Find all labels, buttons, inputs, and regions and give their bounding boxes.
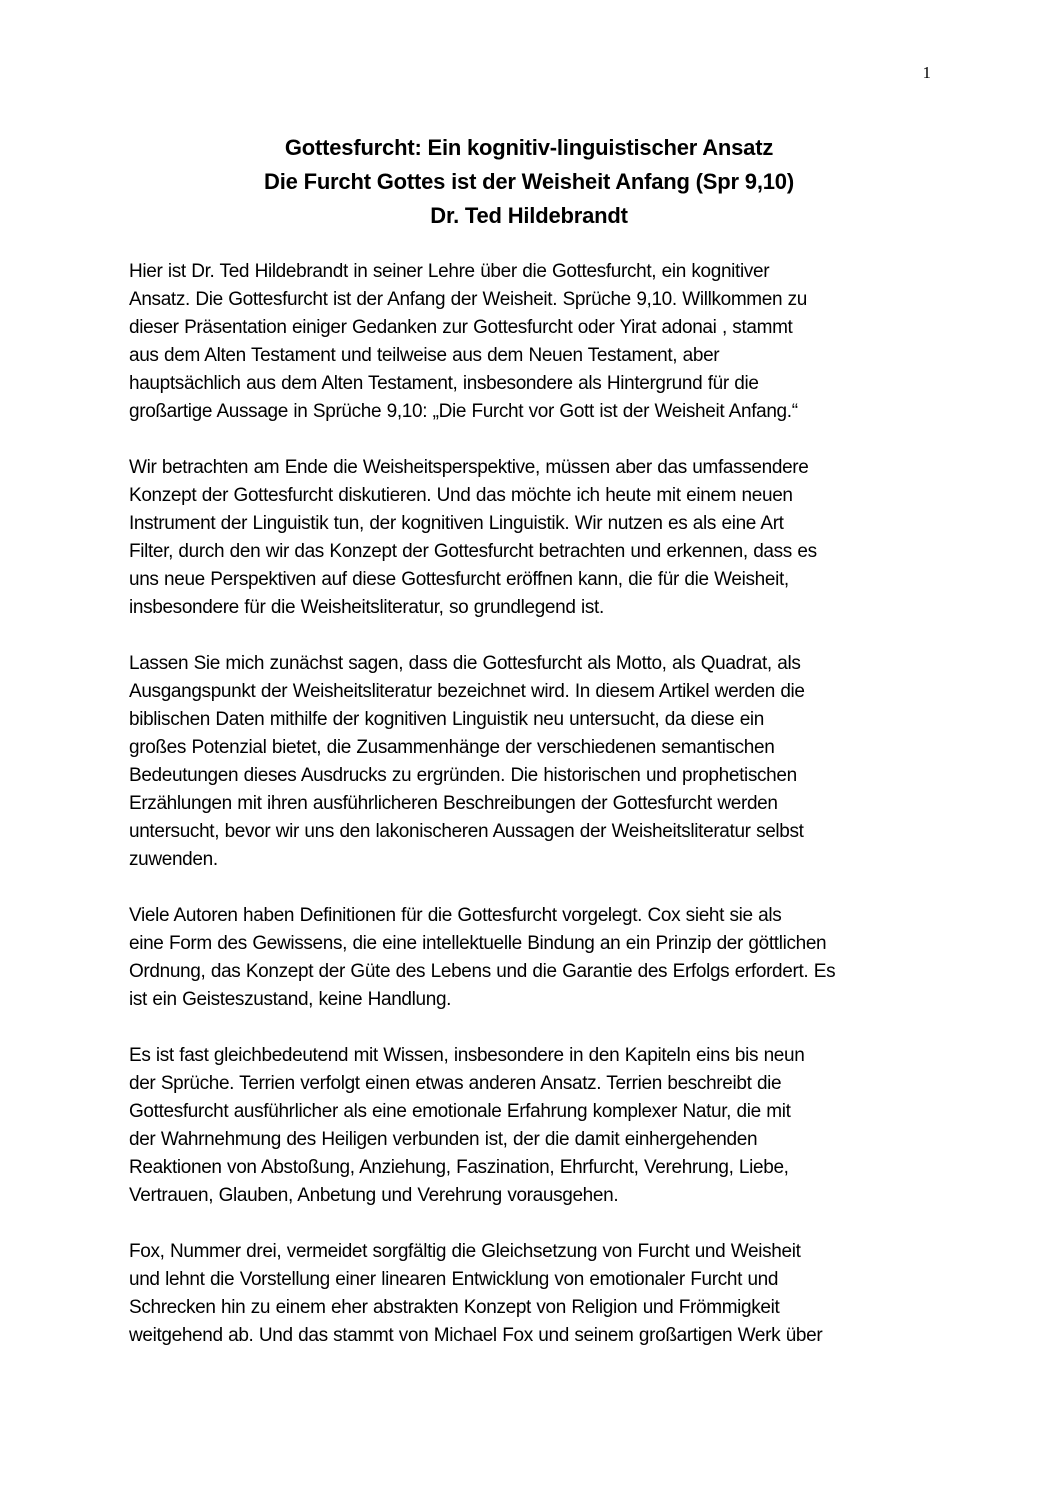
text-line: insbesondere für die Weisheitsliteratur, so grundlegend ist. — [129, 597, 604, 618]
text-line: Gottesfurcht ausführlicher als eine emotionale Erfahrung komplexer Natur, die mit — [129, 1101, 791, 1122]
text-line: Schrecken hin zu einem eher abstrakten Konzept von Religion und Frömmigkeit — [129, 1297, 780, 1318]
text-line: Hier ist Dr. Ted Hildebrandt in seiner Lehre über die Gottesfurcht, ein kognitiver — [129, 261, 770, 282]
text-line: großes Potenzial bietet, die Zusammenhänge der verschiedenen semantischen — [129, 737, 775, 758]
text-line: Ansatz. Die Gottesfurcht ist der Anfang der Weisheit. Sprüche 9,10. Willkommen zu — [129, 289, 808, 310]
text-line: Instrument der Linguistik tun, der kognitiven Linguistik. Wir nutzen es als eine Art — [129, 513, 784, 534]
paragraph-1 — [129, 258, 929, 426]
text-line: aus dem Alten Testament und teilweise aus dem Neuen Testament, aber — [129, 345, 720, 366]
text-line: Vertrauen, Glauben, Anbetung und Verehrung vorausgehen. — [129, 1185, 619, 1206]
text-line: der Sprüche. Terrien verfolgt einen etwas anderen Ansatz. Terrien beschreibt die — [129, 1073, 782, 1094]
text-line: Konzept der Gottesfurcht diskutieren. Und das möchte ich heute mit einem neuen — [129, 485, 793, 506]
document-body — [129, 258, 929, 1378]
paragraph-3 — [129, 650, 929, 874]
text-line: biblischen Daten mithilfe der kognitiven Linguistik neu untersucht, da diese ein — [129, 709, 765, 730]
text-line: hauptsächlich aus dem Alten Testament, insbesondere als Hintergrund für die — [129, 373, 759, 394]
subtitle-line: Die Furcht Gottes ist der Weisheit Anfang (Spr 9,10) — [264, 169, 794, 194]
text-line: weitgehend ab. Und das stammt von Michael Fox und seinem großartigen Werk über — [129, 1325, 823, 1346]
text-line: Lassen Sie mich zunächst sagen, dass die Gottesfurcht als Motto, als Quadrat, als — [129, 653, 801, 674]
text-line: Wir betrachten am Ende die Weisheitsperspektive, müssen aber das umfassendere — [129, 457, 809, 478]
paragraph-4 — [129, 902, 929, 1014]
text-line: Bedeutungen dieses Ausdrucks zu ergründen. Die historischen und prophetischen — [129, 765, 797, 786]
text-line: Erzählungen mit ihren ausführlicheren Beschreibungen der Gottesfurcht werden — [129, 793, 778, 814]
text-line: dieser Präsentation einiger Gedanken zur Gottesfurcht oder Yirat adonai , stammt — [129, 317, 793, 338]
text-line: eine Form des Gewissens, die eine intellektuelle Bindung an ein Prinzip der göttlichen — [129, 933, 827, 954]
page-number: 1 — [922, 63, 931, 82]
text-line: der Wahrnehmung des Heiligen verbunden ist, der die damit einhergehenden — [129, 1129, 758, 1150]
paragraph-5 — [129, 1042, 929, 1210]
text-line: Fox, Nummer drei, vermeidet sorgfältig die Gleichsetzung von Furcht und Weisheit — [129, 1241, 801, 1262]
author-line: Dr. Ted Hildebrandt — [430, 203, 628, 228]
paragraph-6 — [129, 1238, 929, 1350]
text-line: uns neue Perspektiven auf diese Gottesfurcht eröffnen kann, die für die Weisheit, — [129, 569, 789, 590]
text-line: großartige Aussage in Sprüche 9,10: „Die Furcht vor Gott ist der Weisheit Anfang.“ — [129, 401, 798, 422]
document-title — [0, 131, 1058, 233]
text-line: Ordnung, das Konzept der Güte des Lebens und die Garantie des Erfolgs erfordert. Es — [129, 961, 836, 982]
text-line: Filter, durch den wir das Konzept der Gottesfurcht betrachten und erkennen, dass es — [129, 541, 817, 562]
text-line: und lehnt die Vorstellung einer linearen Entwicklung von emotionaler Furcht und — [129, 1269, 779, 1290]
text-line: ist ein Geisteszustand, keine Handlung. — [129, 989, 452, 1010]
text-line: Viele Autoren haben Definitionen für die Gottesfurcht vorgelegt. Cox sieht sie als — [129, 905, 782, 926]
text-line: Ausgangspunkt der Weisheitsliteratur bezeichnet wird. In diesem Artikel werden die — [129, 681, 805, 702]
text-line: zuwenden. — [129, 849, 218, 870]
text-line: Reaktionen von Abstoßung, Anziehung, Faszination, Ehrfurcht, Verehrung, Liebe, — [129, 1157, 789, 1178]
text-line: untersucht, bevor wir uns den lakonischeren Aussagen der Weisheitsliteratur selbst — [129, 821, 804, 842]
paragraph-2 — [129, 454, 929, 622]
text-line: Es ist fast gleichbedeutend mit Wissen, insbesondere in den Kapiteln eins bis neun — [129, 1045, 805, 1066]
title-line: Gottesfurcht: Ein kognitiv-linguistischer Ansatz — [284, 135, 774, 160]
